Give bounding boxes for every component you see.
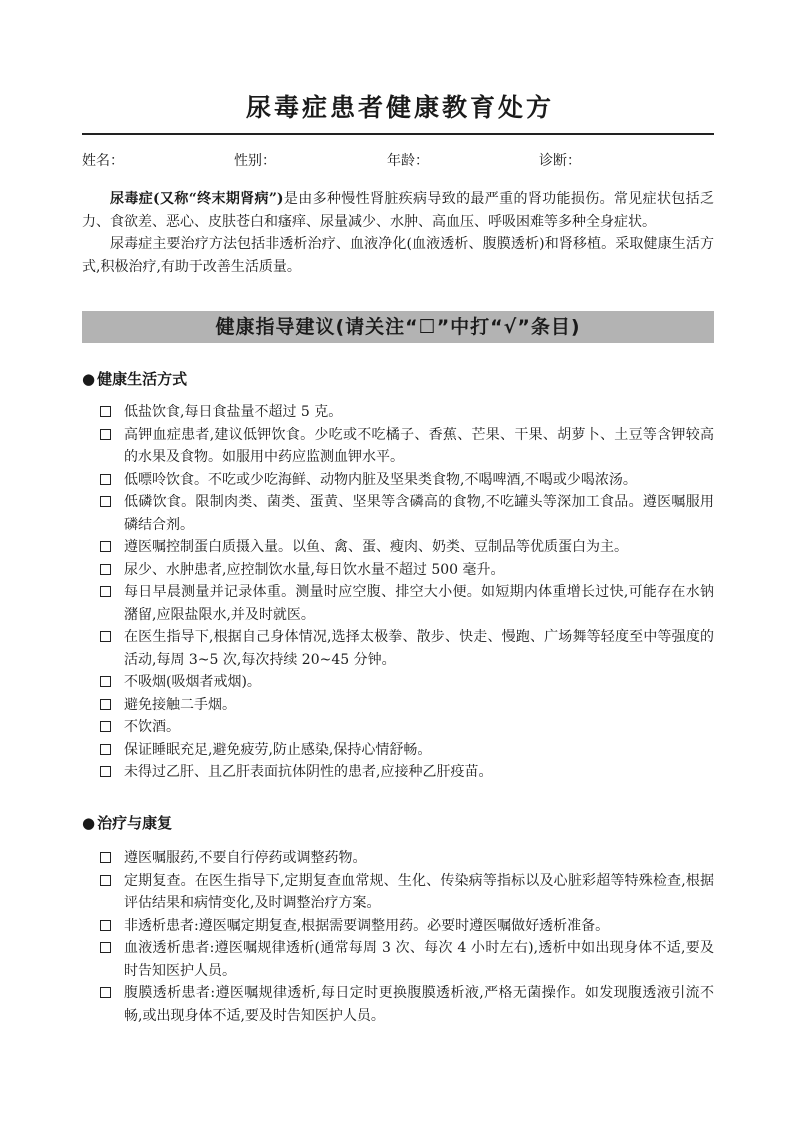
checkbox[interactable] [100,987,111,998]
intro-paragraph-2: 尿毒症主要治疗方法包括非透析治疗、血液净化(血液透析、腹膜透析)和肾移植。采取健康生活方式,积极治疗,有助于改善生活质量。 [82,236,714,275]
lifestyle-checklist [100,401,714,784]
lifestyle-heading-text: 健康生活方式 [97,370,188,388]
checklist-item-text: 在医生指导下,根据自己身体情况,选择太极拳、散步、快走、慢跑、广场舞等轻度至中等强度的活动,每周 3~5 次,每次持续 20~45 分钟。 [124,629,714,668]
checklist-item [100,716,714,739]
checklist-item-text: 血液透析患者:遵医嘱规律透析(通常每周 3 次、每次 4 小时左右),透析中如出现身体不适,要及时告知医护人员。 [124,940,714,979]
checklist-item-text: 遵医嘱控制蛋白质摄入量。以鱼、禽、蛋、瘦肉、奶类、豆制品等优质蛋白为主。 [124,539,628,555]
checkbox[interactable] [100,496,111,507]
bullet-icon: ● [82,370,96,388]
checkbox[interactable] [100,766,111,777]
name-label: 姓名： [82,153,124,169]
checklist-item-text: 不饮酒。 [124,719,180,735]
checklist-item [100,739,714,762]
checklist-item [100,401,714,424]
checkbox[interactable] [100,541,111,552]
checklist-item [100,424,714,469]
checkbox[interactable] [100,676,111,687]
checkbox[interactable] [100,406,111,417]
treatment-heading [82,812,172,834]
intro-paragraph-1 [82,188,714,233]
term-uremia: 尿毒症(又称“终末期肾病”) [110,191,284,207]
checklist-item [100,982,714,1027]
title-divider [82,133,714,135]
checkbox[interactable] [100,942,111,953]
checkbox[interactable] [100,474,111,485]
gender-label: 性别： [234,153,276,169]
checklist-item-text: 低磷饮食。限制肉类、菌类、蛋黄、坚果等含磷高的食物,不吃罐头等深加工食品。遵医嘱服用磷结合剂。 [124,494,714,533]
checklist-item-text: 未得过乙肝、且乙肝表面抗体阴性的患者,应接种乙肝疫苗。 [124,764,493,780]
checklist-item-text: 非透析患者:遵医嘱定期复查,根据需要调整用药。必要时遵医嘱做好透析准备。 [124,917,610,934]
checkbox[interactable] [100,564,111,575]
checklist-item-text: 低嘌呤饮食。不吃或少吃海鲜、动物内脏及坚果类食物,不喝啤酒,不喝或少喝浓汤。 [124,471,637,488]
checklist-item [100,870,714,915]
checkbox[interactable] [100,744,111,755]
page-title: 尿毒症患者健康教育处方 [245,93,554,122]
intro-text [82,188,714,278]
checklist-item-text: 低盐饮食,每日食盐量不超过 5 克。 [124,404,343,420]
diagnosis-label: 诊断： [539,153,581,169]
checklist-item [100,694,714,717]
checklist-item-text: 遵医嘱服药,不要自行停药或调整药物。 [124,850,367,866]
checklist-item [100,536,714,559]
checkbox[interactable] [100,721,111,732]
checkbox[interactable] [100,699,111,710]
checkbox[interactable] [100,631,111,642]
bullet-icon: ● [82,814,96,832]
treatment-checklist [100,847,714,1027]
checklist-item [100,671,714,694]
checklist-item-text: 定期复查。在医生指导下,定期复查血常规、生化、传染病等指标以及心脏彩超等特殊检查,根据评估结果和病情变化,及时调整治疗方案。 [124,872,714,911]
checklist-item-text: 避免接触二手烟。 [124,696,236,713]
checklist-item [100,581,714,626]
checklist-item [100,937,714,982]
checkbox[interactable] [100,875,111,886]
checkbox[interactable] [100,920,111,931]
checklist-item [100,847,714,870]
checklist-item [100,559,714,582]
checklist-item-text: 每日早晨测量并记录体重。测量时应空腹、排空大小便。如短期内体重增长过快,可能存在水钠潴留,应限盐限水,并及时就医。 [124,584,714,623]
checkbox[interactable] [100,852,111,863]
checkbox[interactable] [100,429,111,440]
lifestyle-heading [82,368,187,390]
checklist-item-text: 尿少、水肿患者,应控制饮水量,每日饮水量不超过 500 毫升。 [124,561,505,578]
intro-paragraph-1-body: 是由多种慢性肾脏疾病导致的最严重的肾功能损伤。常见症状包括乏力、食欲差、恶心、皮肤苍白和瘙痒、尿量减少、水肿、高血压、呼吸困难等多种全身症状。 [82,191,715,230]
checklist-item-text: 腹膜透析患者:遵医嘱规律透析,每日定时更换腹膜透析液,严格无菌操作。如发现腹透液引流不畅,或出现身体不适,要及时告知医护人员。 [124,985,714,1024]
checklist-item [100,491,714,536]
checklist-item-text: 保证睡眠充足,避免疲劳,防止感染,保持心情舒畅。 [124,741,432,758]
checklist-item [100,761,714,784]
treatment-heading-text: 治疗与康复 [97,814,173,832]
checklist-item [100,626,714,671]
checklist-item [100,915,714,938]
age-label: 年龄： [387,153,429,169]
checklist-item-text: 不吸烟(吸烟者戒烟)。 [124,674,261,690]
checkbox[interactable] [100,586,111,597]
checklist-item [100,469,714,492]
section-banner-health-guidance: 健康指导建议(请关注“☐”中打“√”条目) [82,311,714,343]
patient-info-row [82,150,714,172]
checklist-item-text: 高钾血症患者,建议低钾饮食。少吃或不吃橘子、香蕉、芒果、干果、胡萝卜、土豆等含钾较高的水果及食物。如服用中药应监测血钾水平。 [124,426,714,465]
